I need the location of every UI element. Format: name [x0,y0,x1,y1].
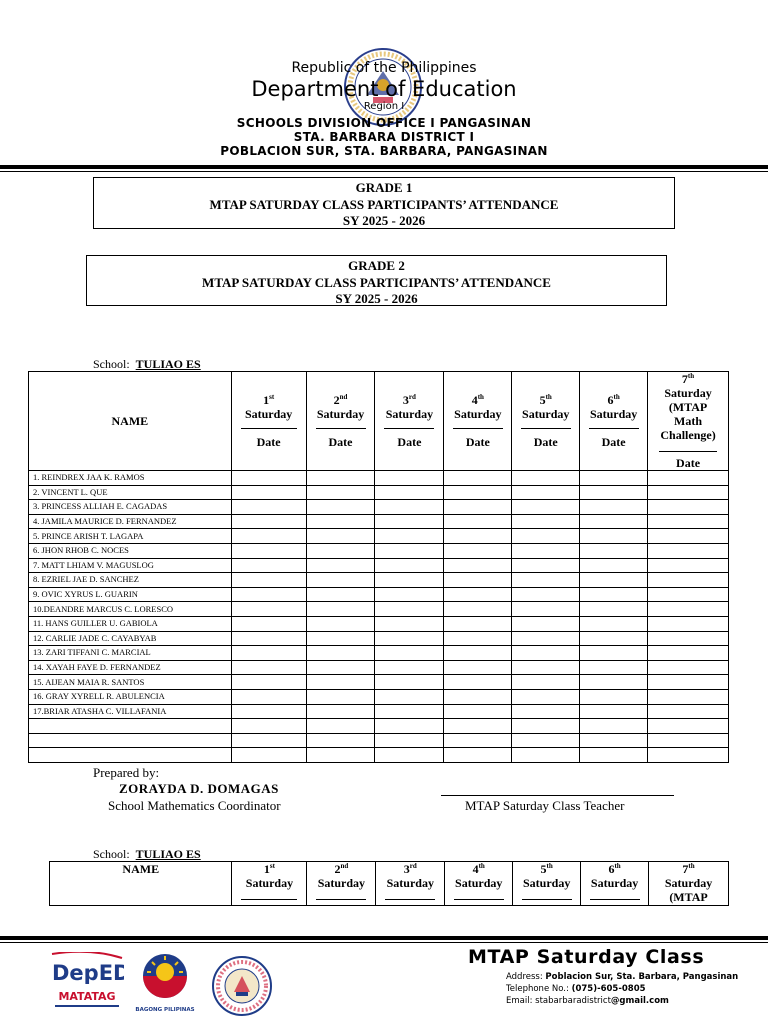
attendance-cell[interactable] [231,733,306,748]
table-row [29,500,729,515]
attendance-cell[interactable] [648,485,729,500]
attendance-cell[interactable] [306,748,375,763]
footer-phone [506,984,646,994]
svg-text:DepED: DepED [52,961,124,984]
attendance-cell[interactable] [444,558,512,573]
matatag-text: MATATAG [58,990,116,1003]
participant-name: 12. CARLIE JADE C. CAYABYAB [29,631,232,646]
t2-sat-4: 4th Saturday [445,862,513,906]
attendance-cell[interactable] [512,719,580,734]
attendance-cell[interactable] [580,587,648,602]
table-row [29,616,729,631]
attendance-cell[interactable] [648,471,729,486]
republic-text: Republic of the Philippines [291,60,477,76]
attendance-cell[interactable] [375,631,444,646]
attendance-cell[interactable] [444,602,512,617]
header-row-2 [50,862,729,906]
attendance-cell[interactable] [580,529,648,544]
attendance-cell[interactable] [231,558,306,573]
table-row [29,689,729,704]
attendance-cell[interactable] [648,646,729,661]
attendance-cell[interactable] [580,689,648,704]
attendance-cell[interactable] [375,587,444,602]
attendance-cell[interactable] [444,660,512,675]
department-title: Department of Education [251,77,517,101]
t2-sat-6: 6th Saturday [581,862,649,906]
attendance-cell[interactable] [648,573,729,588]
participant-name: 4. JAMILA MAURICE D. FERNANDEZ [29,514,232,529]
school-label-2: School: [93,847,130,861]
attendance-cell[interactable] [375,719,444,734]
district-text: STA. BARBARA DISTRICT I [293,130,475,144]
attendance-cell[interactable] [444,471,512,486]
footer-divider [0,936,768,940]
attendance-cell[interactable] [580,558,648,573]
attendance-cell[interactable] [231,689,306,704]
attendance-cell[interactable] [444,704,512,719]
attendance-cell[interactable] [306,689,375,704]
school-line-2 [93,847,201,862]
attendance-cell[interactable] [306,500,375,515]
participant-name: 11. HANS GUILLER U. GABIOLA [29,616,232,631]
address-value: Poblacion Sur, Sta. Barbara, Pangasinan [545,972,739,982]
attendance-cell[interactable] [512,748,580,763]
attendance-cell[interactable] [444,733,512,748]
sat-6-header: 6th Saturday Date [580,372,648,471]
attendance-cell[interactable] [444,675,512,690]
office-text: SCHOOLS DIVISION OFFICE I PANGASINAN [236,116,532,130]
attendance-cell[interactable] [306,646,375,661]
attendance-cell[interactable] [580,543,648,558]
attendance-cell[interactable] [231,500,306,515]
sat-1-header: 1st Saturday Date [231,372,306,471]
attendance-cell[interactable] [306,573,375,588]
participant-name: 17.BRIAR ATASHA C. VILLAFANIA [29,704,232,719]
attendance-cell[interactable] [444,616,512,631]
table-row [29,529,729,544]
sat-2-header: 2nd Saturday Date [306,372,375,471]
attendance-cell[interactable] [580,675,648,690]
participant-name: 9. OVIC XYRUS L. GUARIN [29,587,232,602]
attendance-cell[interactable] [512,573,580,588]
attendance-cell[interactable] [231,748,306,763]
table-row [29,631,729,646]
attendance-cell[interactable] [512,587,580,602]
attendance-cell[interactable] [648,660,729,675]
table-row [29,558,729,573]
participant-name: 15. AIJEAN MAIA R. SANTOS [29,675,232,690]
attendance-cell[interactable] [444,543,512,558]
attendance-cell[interactable] [512,471,580,486]
table-row [29,719,729,734]
grade1-title-box [93,177,675,229]
attendance-cell[interactable] [231,485,306,500]
attendance-cell[interactable] [375,748,444,763]
attendance-cell[interactable] [306,719,375,734]
table-row [29,471,729,486]
attendance-cell[interactable] [375,660,444,675]
bagong-text: BAGONG PILIPINAS [135,1007,195,1013]
footer-email [506,996,669,1006]
attendance-cell[interactable] [375,689,444,704]
attendance-cell[interactable] [375,602,444,617]
grade2-title: MTAP SATURDAY CLASS PARTICIPANTS’ ATTENDANCE [202,274,551,290]
attendance-cell[interactable] [580,602,648,617]
attendance-cell[interactable] [375,543,444,558]
table-row [29,485,729,500]
attendance-cell[interactable] [375,558,444,573]
deped-logo-icon [50,952,124,984]
attendance-cell[interactable] [648,543,729,558]
attendance-cell[interactable] [306,558,375,573]
attendance-cell[interactable] [580,704,648,719]
attendance-cell[interactable] [512,543,580,558]
attendance-cell[interactable] [512,646,580,661]
coordinator-position: School Mathematics Coordinator [108,798,281,813]
attendance-cell[interactable] [580,719,648,734]
footer-title: MTAP Saturday Class [468,946,705,968]
attendance-cell[interactable] [512,733,580,748]
attendance-cell[interactable] [512,675,580,690]
attendance-cell[interactable] [375,514,444,529]
attendance-cell[interactable] [375,500,444,515]
attendance-cell[interactable] [444,573,512,588]
attendance-cell[interactable] [231,602,306,617]
sat-5-header: 5th Saturday Date [512,372,580,471]
grade2-sy: SY 2025 - 2026 [335,291,418,306]
attendance-cell[interactable] [306,616,375,631]
attendance-cell[interactable] [648,616,729,631]
attendance-cell[interactable] [306,514,375,529]
attendance-cell[interactable] [306,602,375,617]
attendance-cell[interactable] [512,616,580,631]
email-domain: @gmail.com [610,996,669,1006]
table-row [29,514,729,529]
teacher-role: MTAP Saturday Class Teacher [465,798,625,813]
attendance-cell[interactable] [306,704,375,719]
bagong-pilipinas-logo [132,952,198,1012]
attendance-cell[interactable] [231,660,306,675]
participant-name: 5. PRINCE ARISH T. LAGAPA [29,529,232,544]
attendance-cell[interactable] [306,733,375,748]
participant-name: 3. PRINCESS ALLIAH E. CAGADAS [29,500,232,515]
phone-value: (075)-605-0805 [571,984,646,994]
attendance-cell[interactable] [375,646,444,661]
attendance-table [28,371,729,763]
participant-name: 7. MATT LHIAM V. MAGUSLOG [29,558,232,573]
prepared-label: Prepared by: [93,765,160,780]
sat-7-header: 7th Saturday (MTAP Math Challenge) Date [648,372,729,471]
attendance-cell[interactable] [306,543,375,558]
t2-sat-3: 3rd Saturday [376,862,445,906]
attendance-cell[interactable] [306,660,375,675]
header-row [29,372,729,471]
attendance-cell[interactable] [444,514,512,529]
attendance-cell[interactable] [580,616,648,631]
footer-address [506,972,738,982]
grade1-sy: SY 2025 - 2026 [342,213,426,228]
grade1-label: GRADE 1 [355,180,413,195]
attendance-cell[interactable] [375,485,444,500]
attendance-cell[interactable] [648,704,729,719]
attendance-cell[interactable] [375,616,444,631]
table-row [29,733,729,748]
attendance-cell[interactable] [580,573,648,588]
attendance-cell[interactable] [580,660,648,675]
attendance-cell[interactable] [648,719,729,734]
table-row [29,675,729,690]
attendance-cell[interactable] [231,646,306,661]
table-row [29,587,729,602]
participant-name: 2. VINCENT L. QUE [29,485,232,500]
attendance-cell[interactable] [512,660,580,675]
attendance-cell[interactable] [648,689,729,704]
attendance-cell[interactable] [512,689,580,704]
attendance-cell[interactable] [231,631,306,646]
name-header-2: NAME [50,862,232,906]
attendance-cell[interactable] [306,675,375,690]
attendance-cell[interactable] [231,675,306,690]
attendance-cell[interactable] [375,529,444,544]
attendance-cell[interactable] [648,558,729,573]
table-row [29,704,729,719]
header-divider-thin [0,171,768,172]
table-row [29,602,729,617]
teacher-signature-line [441,795,674,796]
attendance-cell[interactable] [580,500,648,515]
name-header: NAME [29,372,232,471]
participant-name: 16. GRAY XYRELL R. ABULENCIA [29,689,232,704]
participant-name: 6. JHON RHOB C. NOCES [29,543,232,558]
table-row [29,543,729,558]
attendance-cell[interactable] [231,514,306,529]
participant-name: 8. EZRIEL JAE D. SANCHEZ [29,573,232,588]
attendance-cell[interactable] [444,748,512,763]
participant-name [29,733,232,748]
attendance-cell[interactable] [444,485,512,500]
email-label: Email: [506,996,533,1006]
attendance-cell[interactable] [444,689,512,704]
attendance-table-2 [49,861,729,906]
attendance-cell[interactable] [231,616,306,631]
attendance-cell[interactable] [375,573,444,588]
sat-3-header: 3rd Saturday Date [375,372,444,471]
attendance-cell[interactable] [512,500,580,515]
attendance-cell[interactable] [231,719,306,734]
grade2-label: GRADE 2 [348,258,405,273]
district-seal-icon [212,956,272,1016]
attendance-cell[interactable] [231,543,306,558]
attendance-cell[interactable] [306,529,375,544]
attendance-cell[interactable] [512,704,580,719]
attendance-rows [29,471,729,763]
email-user: stabarbaradistrict [535,996,611,1006]
table-row [29,646,729,661]
attendance-cell[interactable] [375,675,444,690]
footer-divider-thin [0,942,768,943]
participant-name [29,719,232,734]
attendance-cell[interactable] [231,587,306,602]
attendance-cell[interactable] [444,529,512,544]
attendance-cell[interactable] [580,471,648,486]
attendance-cell[interactable] [648,631,729,646]
participant-name: 13. ZARI TIFFANI C. MARCIAL [29,646,232,661]
attendance-cell[interactable] [648,500,729,515]
phone-label: Telephone No.: [506,984,569,994]
table-row [29,573,729,588]
attendance-cell[interactable] [306,631,375,646]
participant-name [29,748,232,763]
address-label: Address: [506,972,543,982]
region-text: Region I [363,101,405,112]
attendance-cell[interactable] [231,529,306,544]
attendance-cell[interactable] [444,631,512,646]
attendance-cell[interactable] [306,471,375,486]
header-divider [0,165,768,169]
attendance-cell[interactable] [512,485,580,500]
bagong-pilipinas-icon [132,952,198,1000]
t2-sat-2: 2nd Saturday [307,862,376,906]
school-line [93,357,201,372]
attendance-cell[interactable] [231,704,306,719]
attendance-cell[interactable] [648,675,729,690]
participant-name: 1. REINDREX JAA K. RAMOS [29,471,232,486]
attendance-cell[interactable] [444,719,512,734]
attendance-cell[interactable] [231,573,306,588]
coordinator-name: ZORAYDA D. DOMAGAS [119,781,279,796]
attendance-cell[interactable] [648,514,729,529]
attendance-cell[interactable] [231,471,306,486]
t2-sat-7: 7th Saturday (MTAP [649,862,729,906]
attendance-cell[interactable] [375,471,444,486]
address-text: POBLACION SUR, STA. BARBARA, PANGASINAN [220,144,548,158]
table-row [29,660,729,675]
attendance-cell[interactable] [444,587,512,602]
attendance-cell[interactable] [512,529,580,544]
attendance-cell[interactable] [512,602,580,617]
attendance-cell[interactable] [444,500,512,515]
attendance-cell[interactable] [512,558,580,573]
deped-logo [50,952,124,1012]
attendance-cell[interactable] [648,733,729,748]
attendance-cell[interactable] [580,646,648,661]
attendance-cell[interactable] [580,514,648,529]
attendance-cell[interactable] [375,704,444,719]
t2-sat-5: 5th Saturday [513,862,581,906]
attendance-cell[interactable] [580,748,648,763]
participant-name: 10.DEANDRE MARCUS C. LORESCO [29,602,232,617]
attendance-cell[interactable] [512,631,580,646]
attendance-cell[interactable] [648,587,729,602]
attendance-cell[interactable] [512,514,580,529]
attendance-cell[interactable] [648,748,729,763]
attendance-cell[interactable] [444,646,512,661]
attendance-cell[interactable] [580,631,648,646]
attendance-cell[interactable] [648,602,729,617]
participant-name: 14. XAYAH FAYE D. FERNANDEZ [29,660,232,675]
attendance-cell[interactable] [580,733,648,748]
attendance-cell[interactable] [375,733,444,748]
school-name-2: TULIAO ES [135,847,201,861]
table-row [29,748,729,763]
attendance-cell[interactable] [306,485,375,500]
attendance-cell[interactable] [648,529,729,544]
attendance-cell[interactable] [306,587,375,602]
school-name: TULIAO ES [135,357,201,371]
attendance-cell[interactable] [580,485,648,500]
sat-4-header: 4th Saturday Date [444,372,512,471]
grade2-title-box [86,255,667,306]
t2-sat-1: 1st Saturday [232,862,307,906]
grade1-title: MTAP SATURDAY CLASS PARTICIPANTS’ ATTENDANCE [209,196,559,212]
school-label: School: [93,357,130,371]
